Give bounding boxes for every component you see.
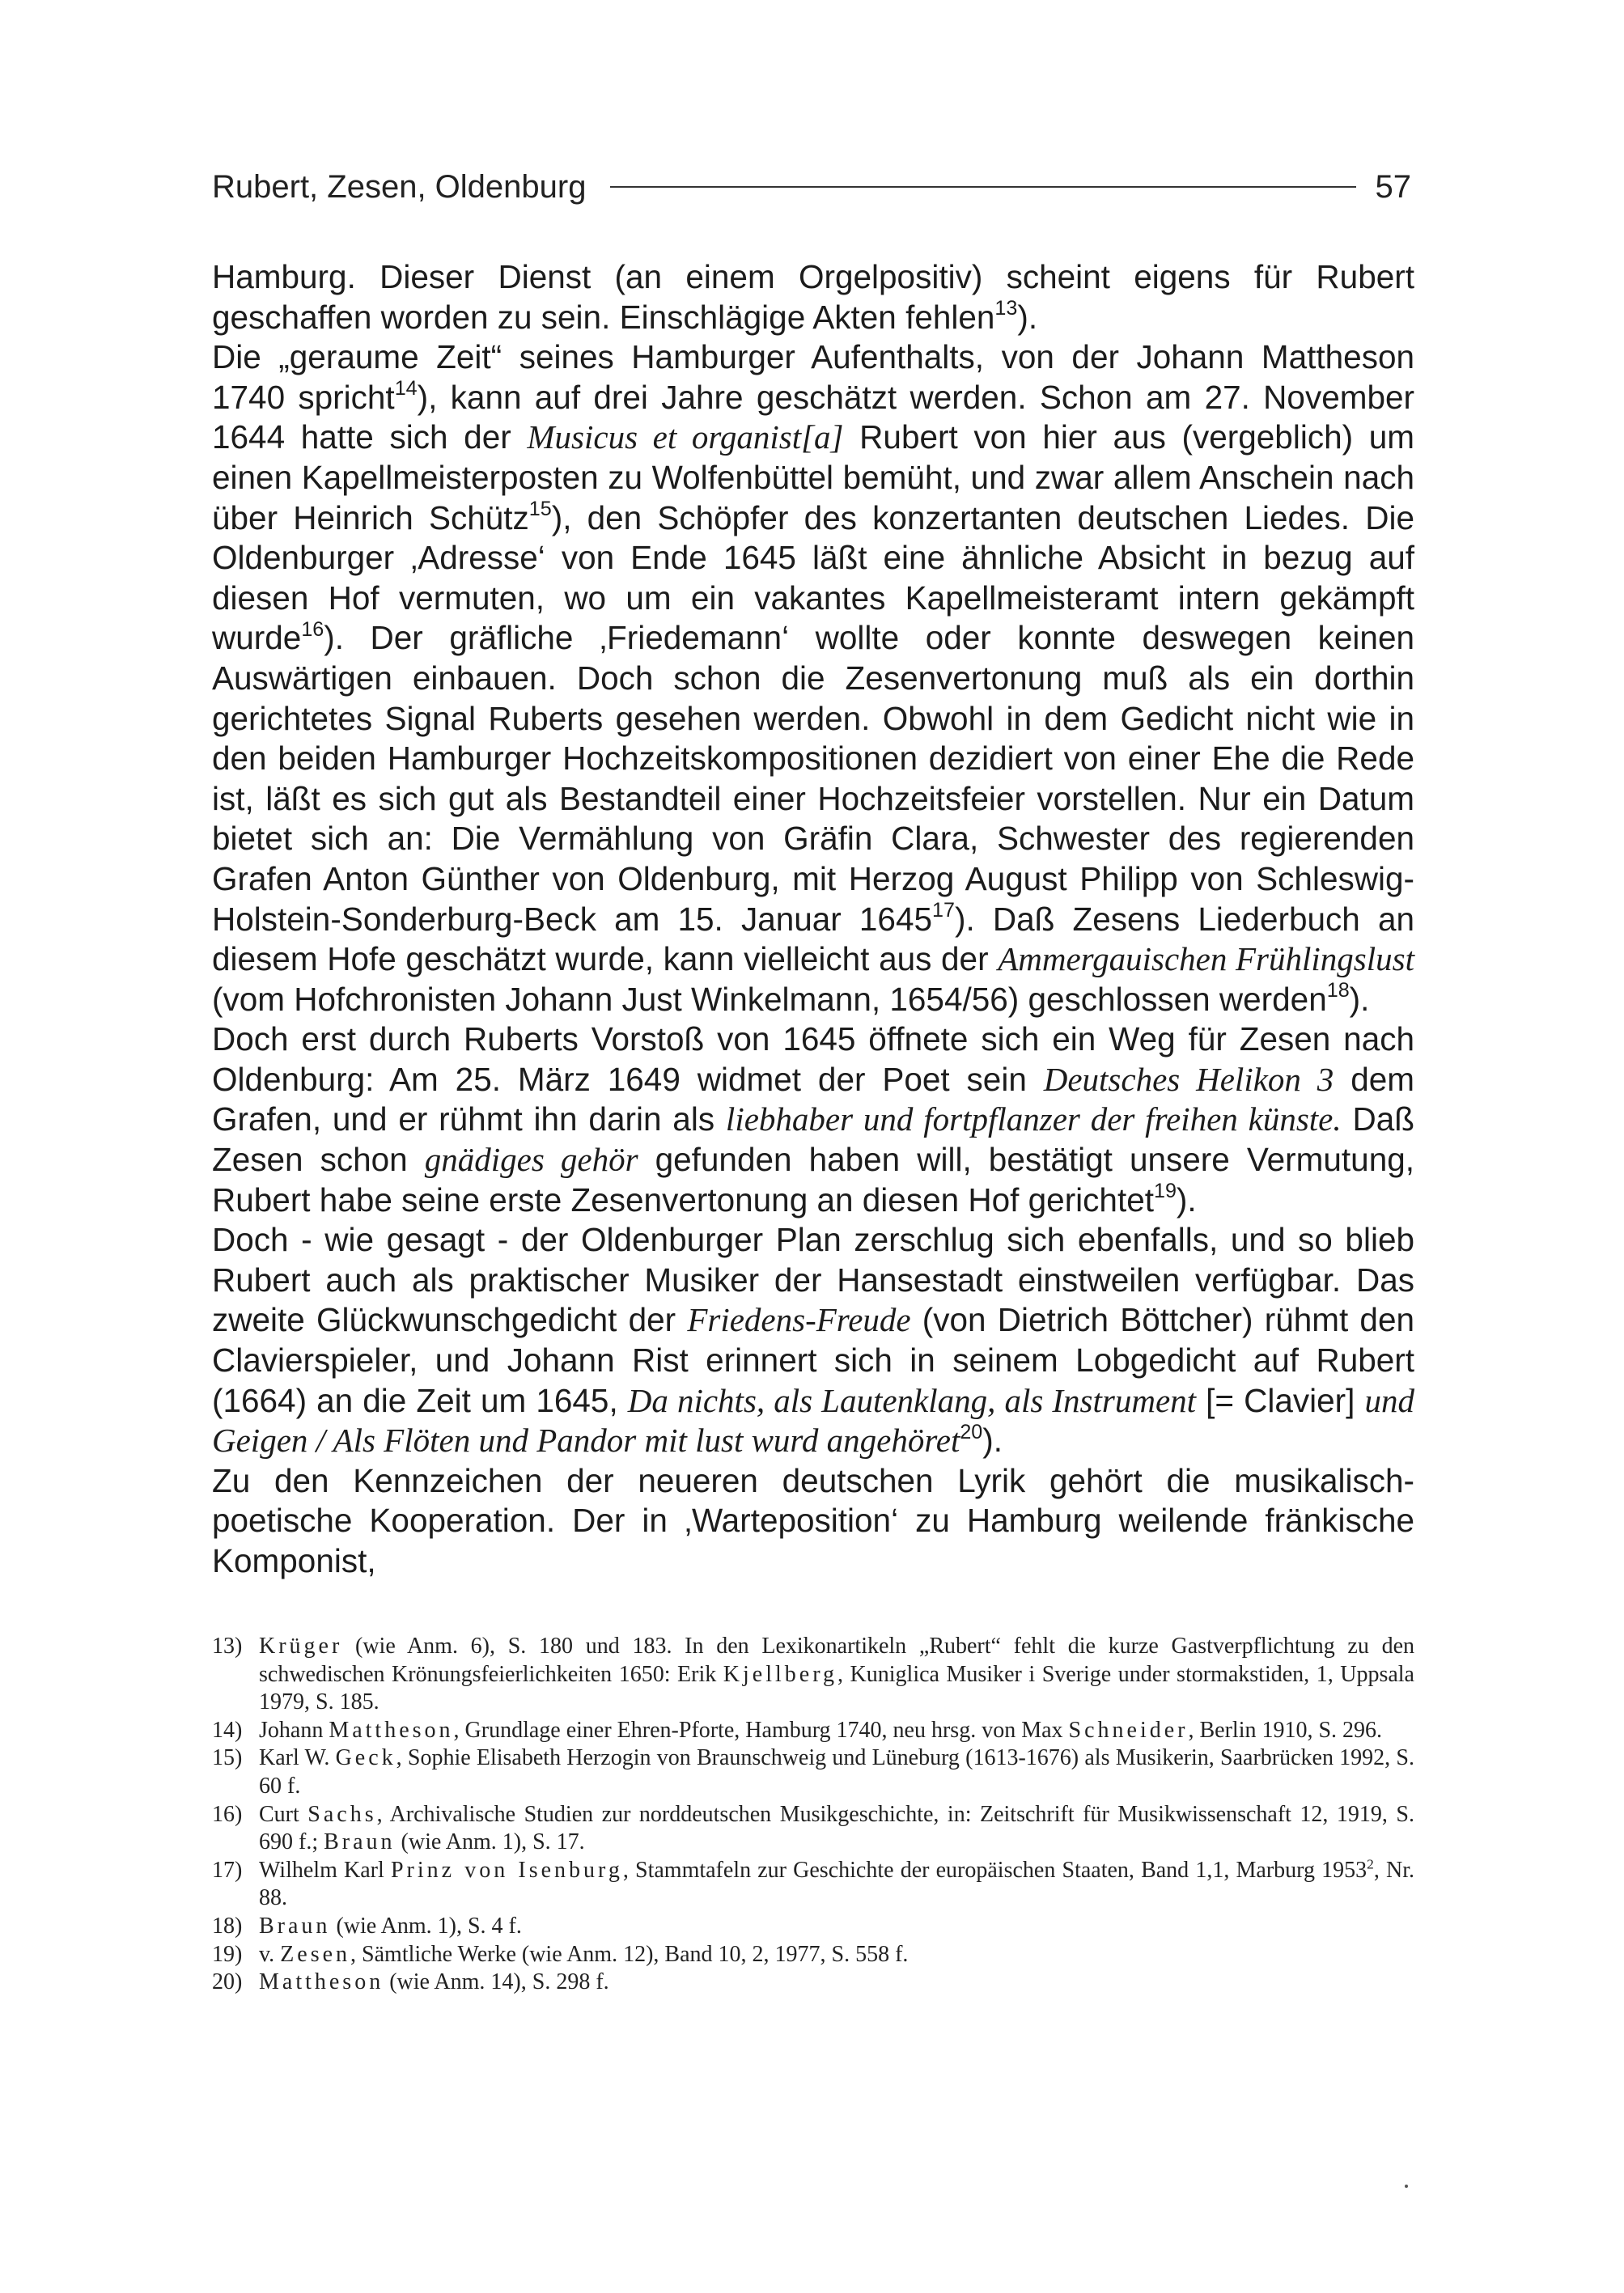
footnote-17: 17) Wilhelm Karl Prinz von Isenburg, Stammtafeln zur Geschichte der europäischen Staaten, Band 1,1, Marburg 1953$^2$, Nr. 88.: [212, 1857, 1414, 1913]
footnote-number: 19): [212, 1941, 243, 1967]
footnote-19: 19) v. Zesen, Sämtliche Werke (wie Anm. 12), Band 10, 2, 1977, S. 558 f.: [212, 1941, 1414, 1969]
footnote-16: 16) Curt Sachs, Archivalische Studien zur norddeutschen Musikgeschichte, in: Zeitschrift für Musikwissenschaft 12, 1919, S. 690 f.; Braun (wie Anm. 1), S. 17.: [212, 1801, 1414, 1857]
footnote-ref-19: 19: [1153, 1180, 1177, 1203]
footnote-14: 14) Johann Mattheson, Grundlage einer Ehren-Pforte, Hamburg 1740, neu hrsg. von Max Schneider, Berlin 1910, S. 296.: [212, 1717, 1414, 1745]
author-name: Braun: [259, 1913, 331, 1939]
page-number: 57: [1375, 168, 1411, 205]
italic-quote: und Geigen / Als Flöten und Pandor mit lust wurd angehöret: [212, 1381, 1414, 1460]
author-name: Schneider: [1068, 1717, 1189, 1743]
print-speck: [1405, 2185, 1408, 2188]
footnote-number: 17): [212, 1857, 243, 1883]
italic-title: Ammergauischen Frühlingslust: [998, 940, 1414, 978]
footnote-ref-16: 16: [301, 617, 324, 641]
paragraph-1: Hamburg. Dieser Dienst (an einem Orgelpositiv) scheint eigens für Rubert geschaffen worden zu sein. Einschlägige Akten fehlen$^{13}$).: [212, 258, 1414, 336]
author-name: Prinz von Isenburg: [390, 1857, 623, 1883]
footnote-ref-15: 15: [528, 498, 552, 521]
footnote-number: 13): [212, 1634, 243, 1659]
author-name: Geck: [335, 1745, 396, 1771]
footnote-ref-17: 17: [932, 899, 955, 922]
author-name: Mattheson: [259, 1969, 384, 1995]
italic-phrase: Musicus et organist[a]: [527, 418, 844, 456]
footnote-ref-20: 20: [960, 1420, 983, 1443]
italic-quote: liebhaber und fortpflanzer der freihen künste.: [725, 1100, 1342, 1138]
author-name: Krüger: [259, 1634, 343, 1659]
footnote-ref-14: 14: [394, 377, 418, 401]
footnote-18: 18) Braun (wie Anm. 1), S. 4 f.: [212, 1913, 1414, 1941]
italic-title: Deutsches Helikon 3: [1043, 1060, 1334, 1098]
running-header: [212, 164, 1411, 210]
running-title: Rubert, Zesen, Oldenburg: [212, 168, 587, 205]
author-name: Braun: [324, 1829, 396, 1855]
main-text: [212, 257, 1414, 1582]
author-name: Kjellberg: [723, 1661, 838, 1687]
footnotes: [212, 1633, 1414, 1997]
footnote-15: 15) Karl W. Geck, Sophie Elisabeth Herzogin von Braunschweig und Lüneburg (1613-1676) als Musikerin, Saarbrücken 1992, S. 60 f.: [212, 1744, 1414, 1800]
italic-quote: Da nichts, als Lautenklang, als Instrument: [627, 1381, 1197, 1419]
footnote-number: 14): [212, 1717, 243, 1743]
paragraph-3: Doch erst durch Ruberts Vorstoß von 1645 öffnete sich ein Weg für Zesen nach Oldenburg: Am 25. März 1649 widmet der Poet sein Deutsches Helikon 3 dem Grafen, und er rühmt ihn darin als liebhaber und fortpflanzer der freihen künste. Daß Zesen schon gnädiges gehör gefunden haben will, bestätigt unsere Vermutung, Rubert habe seine erste Zesenvertonung an diesen Hof gerichtet$^{19}$).: [212, 1020, 1414, 1219]
footnote-20: 20) Mattheson (wie Anm. 14), S. 298 f.: [212, 1969, 1414, 1997]
italic-title: Friedens-Freude: [687, 1301, 911, 1339]
paragraph-5: Zu den Kennzeichen der neueren deutschen Lyrik gehört die musikalisch-poetische Kooperation. Der in ‚Warteposition‘ zu Hamburg weilende fränkische Komponist,: [212, 1461, 1414, 1579]
footnote-13: 13) Krüger (wie Anm. 6), S. 180 und 183. In den Lexikonartikeln „Rubert“ fehlt die kurze Gastverpflichtung zu den schwedischen Krönungsfeierlichkeiten 1650: Erik Kjellberg, Kuniglica Musiker i Sverige under stormakstiden, 1, Uppsala 1979, S. 185.: [212, 1633, 1414, 1717]
footnote-number: 16): [212, 1801, 243, 1827]
author-name: Sachs: [307, 1801, 377, 1827]
italic-quote: gnädiges gehör: [424, 1141, 638, 1179]
footnote-ref-18: 18: [1326, 979, 1350, 1002]
author-name: Mattheson: [329, 1717, 454, 1743]
footnote-number: 20): [212, 1969, 243, 1995]
footnote-number: 15): [212, 1745, 243, 1771]
author-name: Zesen: [280, 1941, 351, 1967]
footnote-number: 18): [212, 1913, 243, 1939]
paragraph-2: Die „geraume Zeit“ seines Hamburger Aufenthalts, von der Johann Mattheson 1740 spricht$^{14}$), kann auf drei Jahre geschätzt werden. Schon am 27. November 1644 hatte sich der Musicus et organist[a] Rubert von hier aus (vergeblich) um einen Kapellmeisterposten zu Wolfenbüttel bemüht, und zwar allem Anschein nach über Heinrich Schütz$^{15}$), den Schöpfer des konzertanten deutschen Liedes. Die Oldenburger ‚Adresse‘ von Ende 1645 läßt eine ähnliche Absicht in bezug auf diesen Hof vermuten, wo um ein vakantes Kapellmeisteramt intern gekämpft wurde$^{16}$). Der gräfliche ‚Friedemann‘ wollte oder konnte deswegen keinen Auswärtigen einbauen. Doch schon die Zesenvertonung muß als ein dorthin gerichtetes Signal Ruberts gesehen werden. Obwohl in dem Gedicht nicht wie in den beiden Hamburger Hochzeitskompositionen dezidiert von einer Ehe die Rede ist, läßt es sich gut als Bestandteil einer Hochzeitsfeier vorstellen. Nur ein Datum bietet sich an: Die Vermählung von Gräfin Clara, Schwester des regierenden Grafen Anton Günther von Oldenburg, mit Herzog August Philipp von Schleswig-Holstein-Sonderburg-Beck am 15. Januar 1645$^{17}$). Daß Zesens Liederbuch an diesem Hofe geschätzt wurde, kann vielleicht aus der Ammergauischen Frühlingslust (vom Hofchronisten Johann Just Winkelmann, 1654/56) geschlossen werden$^{18}$).: [212, 338, 1414, 1018]
edition-superscript: 2: [1367, 1856, 1374, 1872]
header-rule: [610, 186, 1355, 188]
footnote-ref-13: 13: [994, 297, 1018, 320]
paragraph-4: Doch - wie gesagt - der Oldenburger Plan zerschlug sich ebenfalls, und so blieb Rubert auch als praktischer Musiker der Hansestadt einstweilen verfügbar. Das zweite Glückwunschgedicht der Friedens-Freude (von Dietrich Böttcher) rühmt den Clavierspieler, und Johann Rist erinnert sich in seinem Lobgedicht auf Rubert (1664) an die Zeit um 1645, Da nichts, als Lautenklang, als Instrument [= Clavier] und Geigen / Als Flöten und Pandor mit lust wurd angehöret$^{20}$).: [212, 1221, 1414, 1460]
